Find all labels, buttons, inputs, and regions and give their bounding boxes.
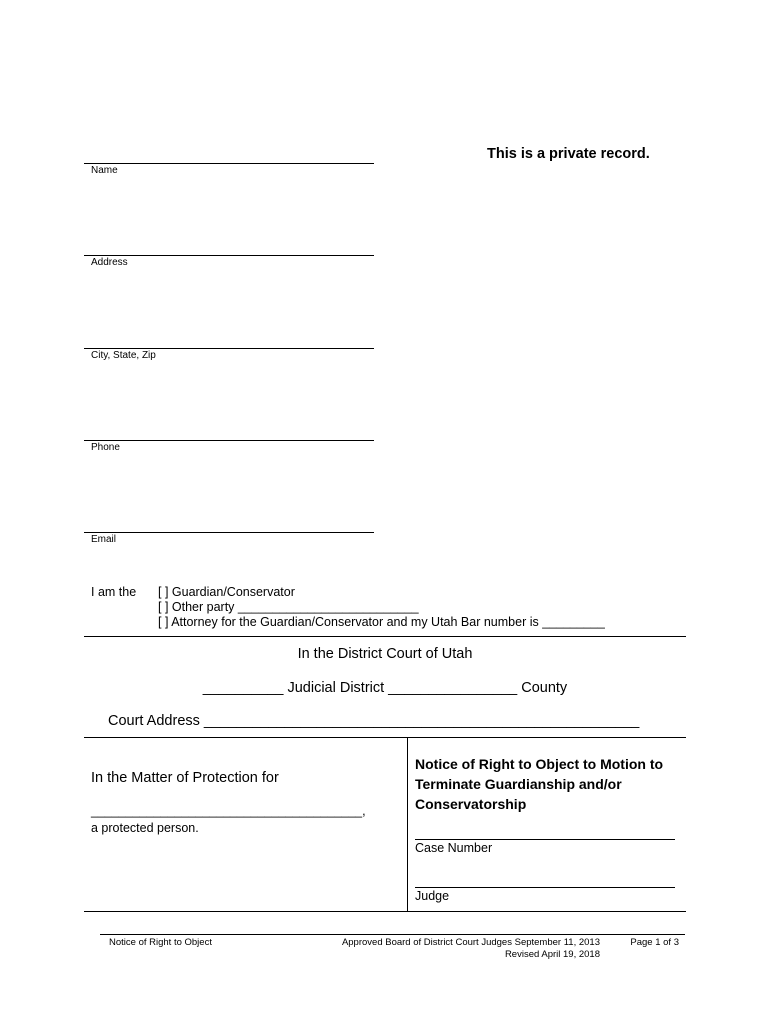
- caption-bottom-border: [84, 911, 686, 912]
- judge-line: [415, 887, 675, 888]
- name-line: [84, 163, 374, 164]
- court-address-line[interactable]: Court Address ______________________________________________________: [108, 713, 640, 729]
- protected-person-name-line[interactable]: _______________________________________,: [91, 804, 366, 818]
- matter-label: In the Matter of Protection for: [91, 770, 279, 786]
- email-line: [84, 532, 374, 533]
- name-label: Name: [91, 165, 118, 176]
- option-attorney[interactable]: [ ] Attorney for the Guardian/Conservator and my Utah Bar number is _________: [158, 615, 605, 629]
- footer-page-number: Page 1 of 3: [630, 937, 679, 948]
- city-state-zip-line: [84, 348, 374, 349]
- address-label: Address: [91, 257, 128, 268]
- phone-line: [84, 440, 374, 441]
- judge-label: Judge: [415, 889, 450, 903]
- case-number-line: [415, 839, 675, 840]
- email-label: Email: [91, 534, 117, 545]
- option-guardian-conservator[interactable]: [ ] Guardian/Conservator: [158, 585, 295, 599]
- email-input[interactable]: [86, 515, 372, 529]
- protected-person-label: a protected person.: [91, 821, 199, 835]
- private-record-notice: This is a private record.: [487, 146, 650, 162]
- section-divider: [84, 636, 686, 637]
- party-lead-label: I am the: [91, 585, 137, 599]
- name-input[interactable]: [86, 146, 372, 160]
- city-state-zip-label: City, State, Zip: [91, 350, 156, 361]
- caption-divider: [407, 737, 408, 911]
- case-number-label: Case Number: [415, 841, 493, 855]
- district-county-line[interactable]: __________ Judicial District ________________ County: [202, 680, 568, 696]
- option-other-party[interactable]: [ ] Other party __________________________: [158, 600, 419, 614]
- footer-revised: Revised April 19, 2018: [504, 949, 600, 960]
- document-title: Notice of Right to Object to Motion to Terminate Guardianship and/or Conservatorship: [415, 756, 664, 812]
- caption-top-border: [84, 737, 686, 738]
- footer-form-name: Notice of Right to Object: [109, 937, 212, 948]
- phone-label: Phone: [91, 442, 120, 453]
- address-line: [84, 255, 374, 256]
- phone-input[interactable]: [86, 423, 372, 437]
- footer-rule: [100, 934, 685, 935]
- address-input[interactable]: [86, 238, 372, 252]
- case-number-input[interactable]: [416, 822, 672, 836]
- court-title: In the District Court of Utah: [297, 646, 473, 662]
- footer-approved: Approved Board of District Court Judges September 11, 2013: [341, 937, 600, 948]
- city-state-zip-input[interactable]: [86, 331, 372, 345]
- judge-input[interactable]: [416, 870, 672, 884]
